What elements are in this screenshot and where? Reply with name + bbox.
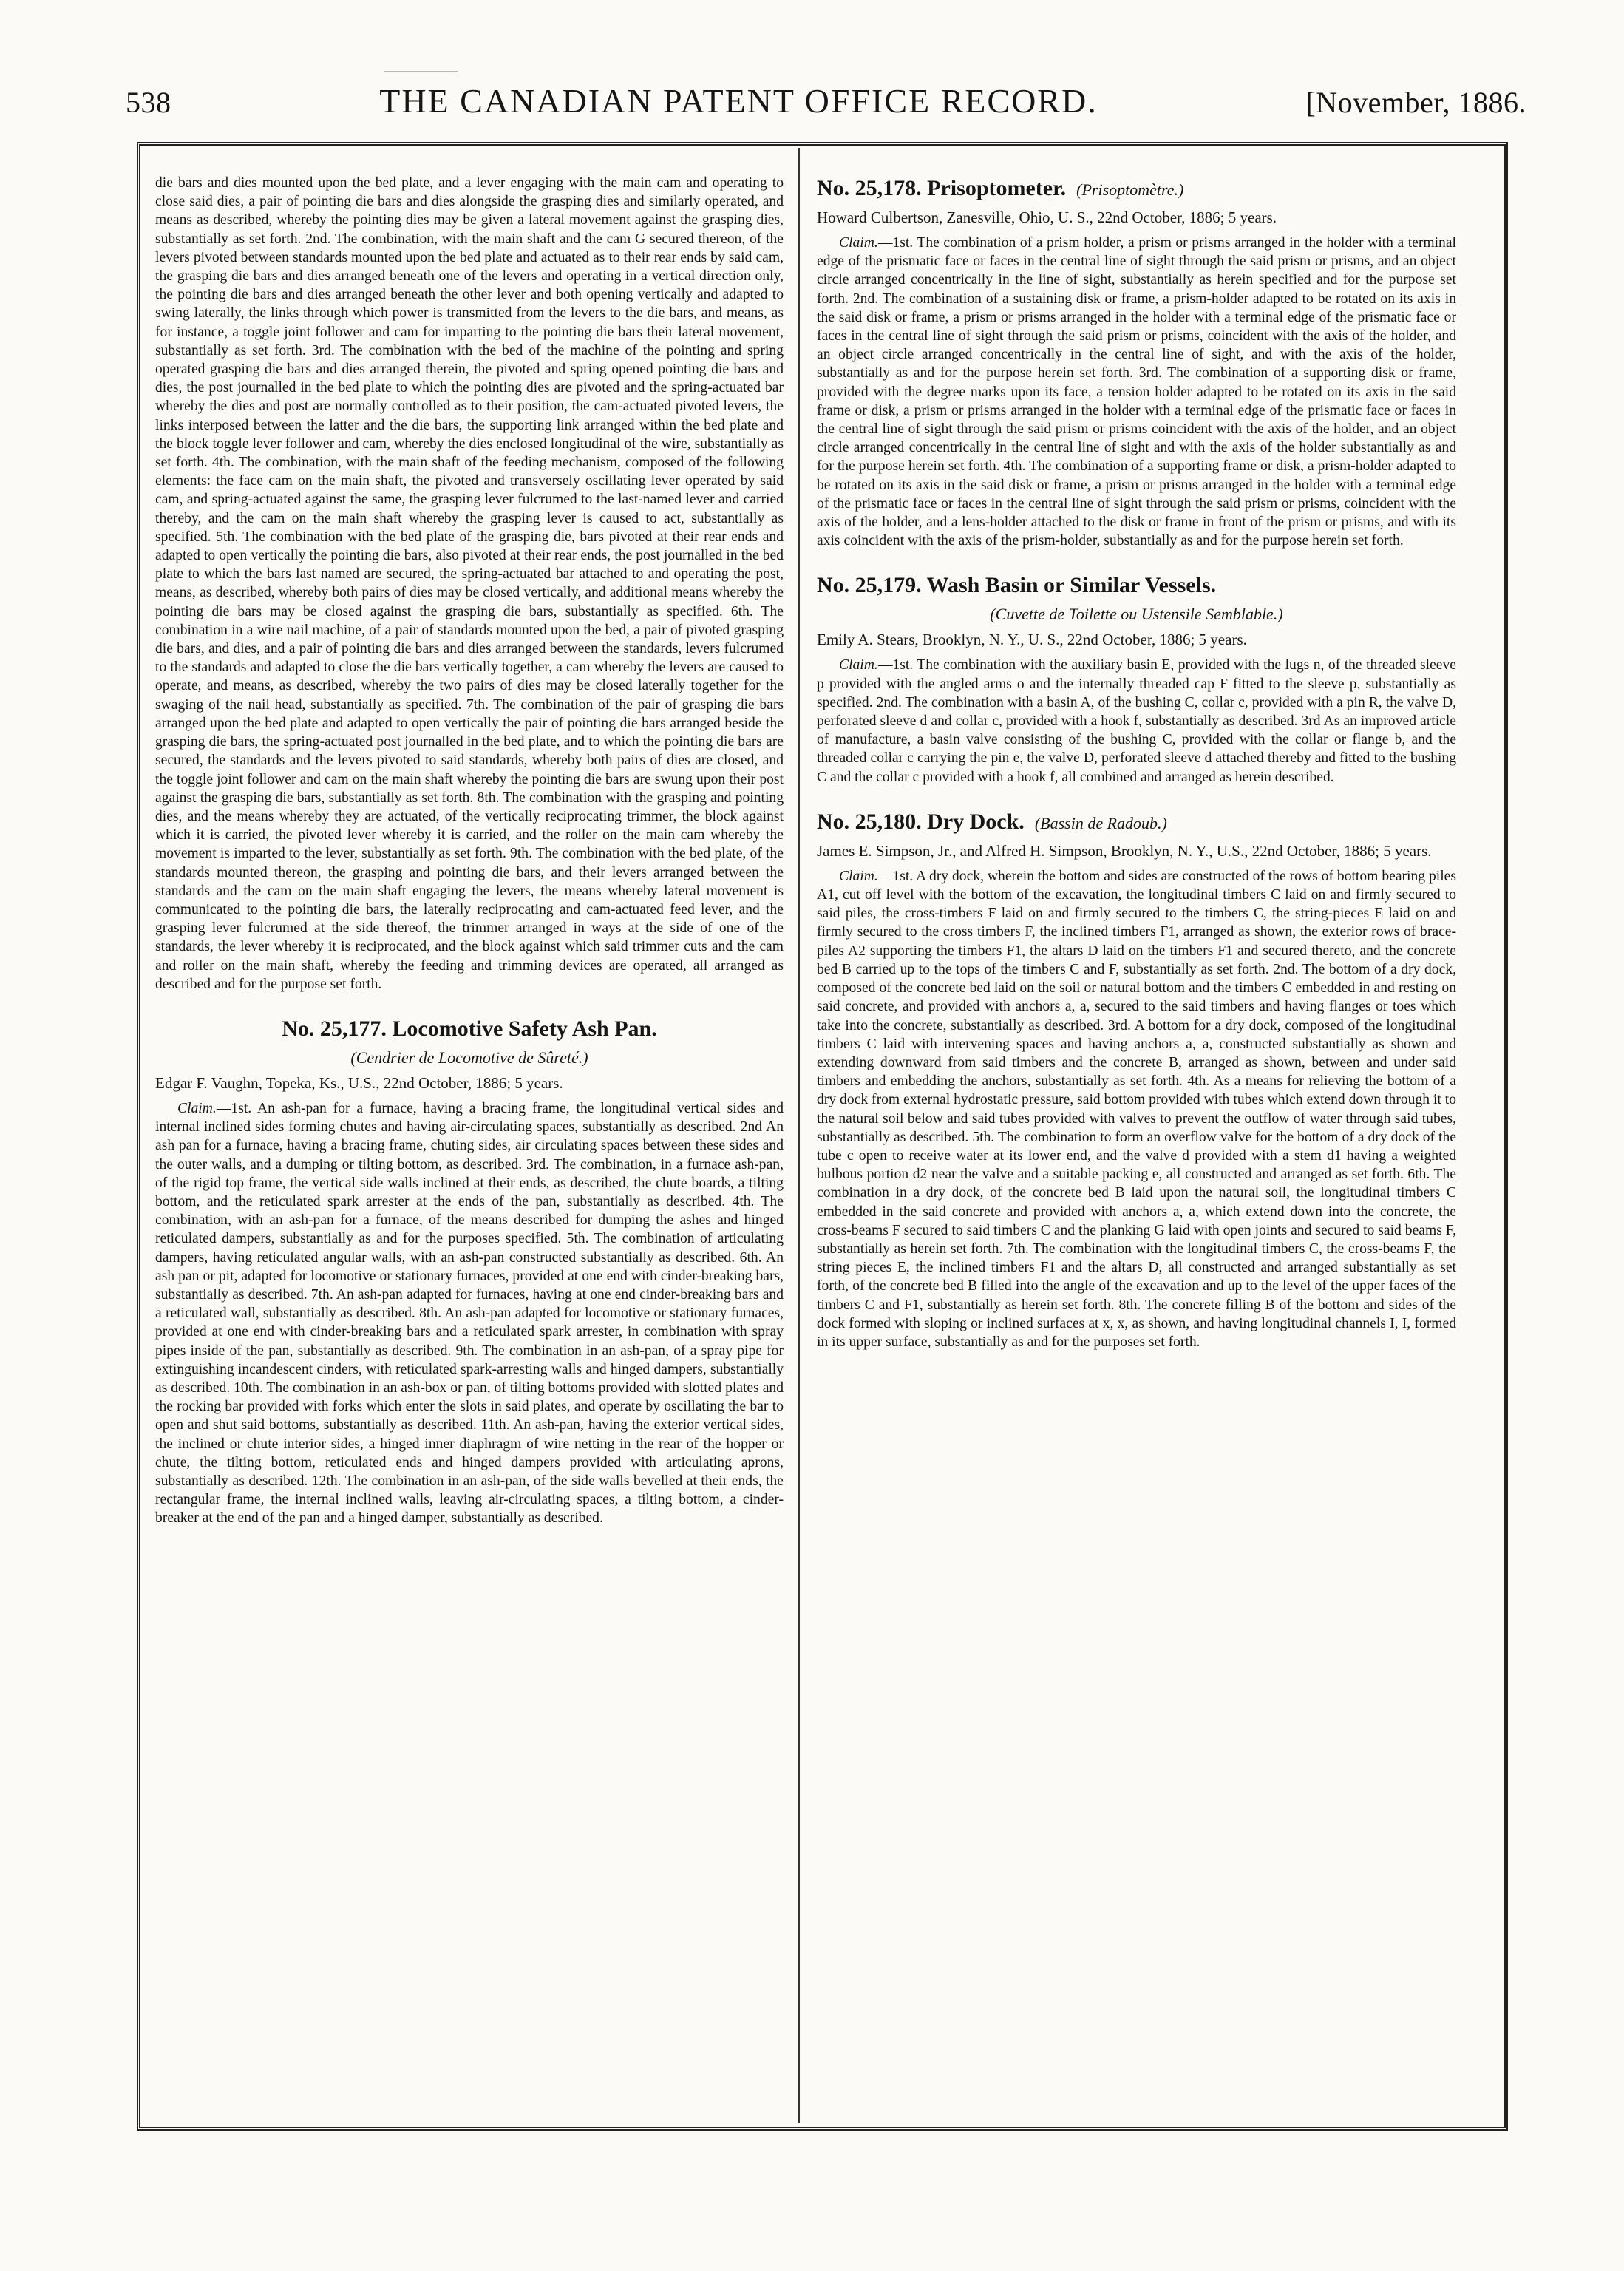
ink-mark (384, 71, 458, 72)
claims-text (817, 867, 1456, 1351)
french-title: (Cendrier de Locomotive de Sûreté.) (350, 1048, 588, 1067)
french-title: (Cuvette de Toilette ou Ustensile Semblable.) (990, 605, 1283, 624)
column-divider (798, 148, 800, 2123)
journal-title: THE CANADIAN PATENT OFFICE RECORD. (379, 82, 1098, 120)
page-number: 538 (126, 86, 171, 119)
inventor-line: Howard Culbertson, Zanesville, Ohio, U. S., 22nd October, 1886; 5 years. (817, 208, 1277, 226)
continued-claims-text: die bars and dies mounted upon the bed plate, and a lever engaging with the main cam and operating to close said dies, a pair of pointing die bars and dies alongside the grasping dies and similarly operated, and means as described, whereby the pointing dies may be given a lateral movement against the grasping dies, substantially as set forth. 2nd. The combination, with the main shaft and the cam G secured thereon, of the levers pivoted between standards mounted upon the bed plate and actuated as to their rear ends by said cam, the grasping die bars and dies arranged beneath one of the levers and operating in a vertical direction only, the pointing die bars and dies arranged beneath the other lever and both opening vertically and adapted to swing laterally, the links through which power is transmitted from the levers to the die bars, and means, as for instance, a toggle joint follower and cam for imparting to the pointing die bars their lateral movement, substantially as set forth. 3rd. The combination with the bed of the machine of the pointing and spring operated grasping die bars and dies arranged therein, the pivoted and spring opened pointing die bars and dies, the post journalled in the bed plate to which the pointing dies are pivoted and the spring-actuated bar whereby the dies and post are normally controlled as to their position, the cam-actuated pivoted levers, the links interposed between the latter and the die bars, the supporting link arranged within the bed plate and the block toggle lever follower and cam, whereby the dies enclosed longitudinal of the wire, substantially as set forth. 4th. The combination, with the main shaft of the feeding mechanism, composed of the following elements: the face cam on the main shaft, the pivoted and transversely oscillating lever operated by said cam, and spring-actuated against the same, the grasping lever fulcrumed to the last-named lever and carried thereby, and the cam on the main shaft whereby the grasping lever is caused to act, substantially as specified. 5th. The combination with the bed plate of the grasping die, bars pivoted at their rear ends and adapted to open vertically the pointing die bars, also pivoted at their rear ends, the post journalled in the bed plate to which the bars last named are secured, the spring-actuated bar attached to and operating the post, means, as described, whereby both pairs of dies may be closed vertically, and additional means whereby the pointing die bars may be closed against the grasping die bars, substantially as specified. 6th. The combination in a wire nail machine, of a pair of standards mounted upon the bed, a pair of pivoted grasping die bars, and dies, and a pair of pointing die bars and dies arranged between the standards, levers fulcrumed to the standards and adapted to close the die bars vertically together, a cam whereby the levers are caused to operate, and means, as described, whereby the two pairs of dies may be closed laterally together for the swaging of the nail head, substantially as specified. 7th. The combination of the pair of grasping die bars arranged upon the bed plate and adapted to open vertically the pair of pointing die bars arranged beside the grasping die bars, the spring-actuated post journalled in the bed plate, and to which the pointing die bars are secured, the standards and the levers pivoted to said standards, whereby both pairs of dies are closed, and the toggle joint follower and cam on the main shaft whereby the pointing die bars are swung upon their post against the grasping die bars, substantially as set forth. 8th. The combination with the grasping and pointing dies, and the means whereby they are actuated, of the vertically reciprocating trimmer, the block against which it is carried, the pivoted lever whereby it is carried, and the roller on the main cam whereby the movement is imparted to the lever, substantially as set forth. 9th. The combination with the bed plate, of the standards mounted thereon, the grasping and pointing die bars, and their levers arranged between the standards and the cam on the main shaft engaging the levers, the means whereby lateral movement is communicated to the pointing die bars, the laterally reciprocating and cam-actuated feed lever, and the grasping lever fulcrumed at the side thereof, the trimmer arranged in ways at the side of one of the standards, the lever whereby it is reciprocated, and the block against which said trimmer cuts and the cam and roller on the main shaft, whereby the feeding and trimming devices are operated, all arranged as described and for the purpose set forth. (155, 175, 784, 992)
inventor-line: Edgar F. Vaughn, Topeka, Ks., U.S., 22nd October, 1886; 5 years. (155, 1073, 563, 1092)
running-header (126, 81, 1526, 126)
claim-body: —1st. The combination with the auxiliary basin E, provided with the lugs n, of the threaded sleeve p provided with the angled arms o and the internally threaded cap F fitted to the sleeve p, substantially as specified. 2nd. The combination with a basin A, of the bushing C, collar c, provided with a pin R, the valve D, perforated sleeve d and collar c, provided with a hook f, substantially as described. 3rd As an improved article of manufacture, a basin valve consisting of the bushing C, provided with the collar or flange b, and the threaded collar c carrying the pin e, the valve D, perforated sleeve d attached thereby and fitted to the bushing C and the collar c provided with a hook f, all combined and arranged as herein described. (817, 657, 1456, 785)
inventor-line: Emily A. Stears, Brooklyn, N. Y., U. S., 22nd October, 1886; 5 years. (817, 631, 1247, 649)
patent-entry-25179 (817, 571, 1456, 786)
patent-heading (817, 174, 1456, 205)
patent-heading: No. 25,177. Locomotive Safety Ash Pan. (282, 1016, 657, 1041)
patent-heading-text: No. 25,178. Prisoptometer. (817, 176, 1067, 200)
claims-text (155, 1099, 784, 1528)
claims-text (817, 234, 1456, 550)
claim-body: —1st. An ash-pan for a furnace, having a bracing frame, the longitudinal vertical sides and internal inclined sides forming chutes and having air-circulating spaces, substantially as described. 2nd An ash pan for a furnace, having a bracing frame, chuting sides, air circulating spaces between these sides and the outer walls, and a dumping or tilting bottom, as described. 3rd. The combination, in a furnace ash-pan, of the rigid top frame, the vertical side walls inclined at their ends, as described, the chute boards, a tilting bottom, and the reticulated spark arrester at the ends of the pan, substantially as described. 4th. The combination, with an ash-pan for a furnace, of the means described for dumping the ashes and hinged reticulated dampers, substantially as and for the purposes specified. 5th. The combination of articulating dampers, having reticulated angular walls, with an ash-pan constructed substantially as described. 6th. An ash pan or pit, adapted for locomotive or stationary furnaces, provided at one end with cinder-breaking bars, substantially as described. 7th. An ash-pan adapted for furnaces, having at one end cinder-breaking bars and a reticulated wall, substantially as described. 8th. An ash-pan adapted for locomotive or stationary furnaces, provided at one end with cinder-breaking bars and a reticulated spark arrester, in combination with spray pipes inside of the pan, substantially as described. 9th. The combination in an ash-pan, of a spray pipe for extinguishing incandescent cinders, with reticulated spark-arresting walls and hinged dampers, substantially as described. 10th. The combination in an ash-box or pan, of tilting bottoms provided with slotted plates and the rocking bar provided with forks which enter the slots in said plates, and operate by oscillating the bar to open and shut said bottoms, substantially as described. 11th. An ash-pan, having the exterior vertical sides, the inclined or chute interior sides, a hinged inner diaphragm of wire netting in the rear of the hopper or chute, the tilting bottom, reticulated ends and hinged dampers provided with articulating aprons, substantially as described. 12th. The combination in an ash-pan, of the side walls bevelled at their ends, the rectangular frame, the internal inclined walls, leaving air-circulating spaces, a tilting bottom, a cinder-breaker at the end of the pan and a hinged damper, substantially as described. (155, 1100, 784, 1527)
patent-entry-25180 (817, 807, 1456, 1351)
claim-label: Claim. (839, 235, 878, 251)
patent-heading-text: No. 25,180. Dry Dock. (817, 809, 1025, 834)
left-column (155, 174, 784, 1528)
claim-label: Claim. (839, 868, 878, 884)
patent-heading (817, 807, 1456, 838)
claim-label: Claim. (177, 1100, 217, 1116)
patent-heading: No. 25,179. Wash Basin or Similar Vessels. (817, 573, 1217, 598)
patent-entry-25178 (817, 174, 1456, 550)
patent-entry-25177 (155, 1014, 784, 1528)
issue-date: [November, 1886. (1305, 86, 1526, 119)
claims-text (817, 656, 1456, 786)
claim-body: —1st. A dry dock, wherein the bottom and sides are constructed of the rows of bottom bearing piles A1, cut off level with the bottom of the excavation, the longitudinal timbers C laid on and firmly secured to said piles, the cross-timbers F laid on and firmly secured to the timbers C, the string-pieces E laid on and firmly secured to the cross timbers F, the inclined timbers F1, arranged as shown, the exterior rows of brace-piles A2 supporting the timbers F1, the altars D laid on the timbers F1 and secured thereto, and the concrete bed B carried up to the tops of the timbers C and F, substantially as set forth. 2nd. The bottom of a dry dock, composed of the concrete bed laid on the soil or natural bottom and the timbers C embedded in and resting on said concrete, and provided with anchors a, a, secured to the said timbers and having flanges or toes which take into the concrete, substantially as described. 3rd. A bottom for a dry dock, composed of the longitudinal timbers C laid with intervening spaces and having anchors a, a, constructed substantially as shown and extending downward from said timbers and the concrete B, arranged as shown, between and under said timbers and embedding the anchors, substantially as set forth. 4th. As a means for relieving the bottom of a dry dock from external hydrostatic pressure, said bottom provided with tubes which extend down through it to the natural soil below and said tubes provided with valves to prevent the outflow of water through said tubes, substantially as described. 5th. The combination to form an overflow valve for the bottom of a dry dock of the tube c open to receive water at its lower end, and the valve d provided with a stem d1 having a weighted bulbous portion d2 near the valve and a suitable packing e, all constructed and arranged as set forth. 6th. The combination in a dry dock, of the concrete bed B laid upon the natural soil, the longitudinal timbers C embedded in the said concrete and provided with anchors a, a, which extend down into the concrete, the cross-beams F secured to said timbers C and the planking G laid with open joints and secured to said beams F, substantially as herein set forth. 7th. The combination with the longitudinal timbers C, the cross-beams F, the string pieces E, the inclined timbers F1 and the altars D, all constructed and arranged substantially as set forth, of the concrete bed B filled into the angle of the excavation and up to the level of the upper faces of the timbers C and F1, substantially as herein set forth. 8th. The concrete filling B of the bottom and sides of the dock formed with sloping or inclined surfaces at x, x, as shown, and having longitudinal channels I, I, formed in its upper surface, substantially as and for the purposes set forth. (817, 868, 1456, 1350)
french-title: (Prisoptomètre.) (1076, 180, 1184, 199)
right-column (817, 174, 1456, 1351)
claim-body: —1st. The combination of a prism holder, a prism or prisms arranged in the holder with a terminal edge of the prismatic face or faces in the central line of sight through the said prism or prisms, and an object circle arranged concentrically in the line of sight, substantially as herein specified and for the purpose set forth. 2nd. The combination of a sustaining disk or frame, a prism-holder adapted to be rotated on its axis in the said disk or frame, a prism or prisms arranged in the holder with a terminal edge of the prismatic face or faces in the central line of sight through the said prism or prisms, coincident with the axis of the holder, and an object circle arranged concentrically in the central line of sight, and with the axis of the holder, substantially as and for the purpose herein set forth. 3rd. The combination of a supporting disk or frame, provided with the degree marks upon its face, a tension holder adapted to be rotated on its axis in the said frame or disk, a prism or prisms arranged in the holder with a terminal edge of the prismatic face or faces in the central line of sight through the said prism or prisms coincident with the axis of the holder, and an object circle arranged concentrically in the central line of sight and with the axis of the holder substantially as and for the purpose herein set forth. 4th. The combination of a supporting frame or disk, a prism-holder adapted to be rotated on its axis in the said disk or frame, a prism or prisms arranged in the holder with a terminal edge of the prismatic face or faces in the central line of sight through the said prism or prisms, coincident with the axis of the holder, and a lens-holder attached to the disk or frame in front of the prism or prisms, and with its axis coincident with the axis of the prism-holder, substantially as and for the purpose herein set forth. (817, 235, 1456, 549)
claim-label: Claim. (839, 657, 878, 673)
inventor-line: James E. Simpson, Jr., and Alfred H. Simpson, Brooklyn, N. Y., U.S., 22nd October, 1886; 5 years. (817, 841, 1432, 860)
french-title: (Bassin de Radoub.) (1034, 813, 1167, 832)
